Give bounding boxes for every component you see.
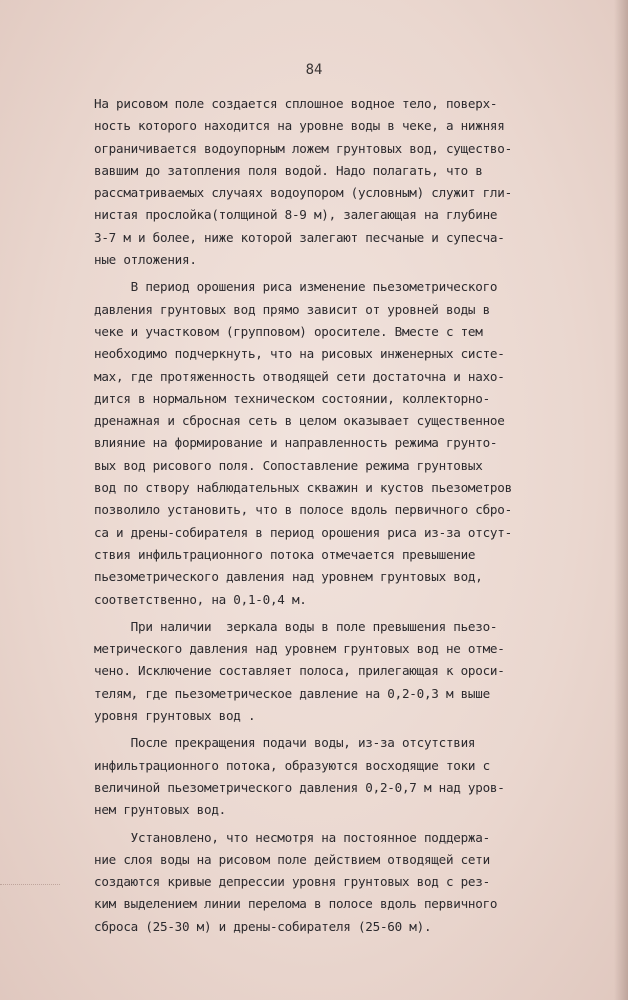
text-line: При наличии зеркала воды в поле превышения пьезо-: [94, 618, 498, 634]
text-line: После прекращения подачи воды, из-за отсутствия: [94, 735, 476, 751]
text-line: вых вод рисового поля. Сопоставление режима грунтовых: [94, 457, 483, 473]
text-line: ствия инфильтрационного потока отмечается превышение: [94, 546, 476, 562]
text-line: величиной пьезометрического давления 0,2-0,7 м над уров-: [94, 779, 505, 795]
text-line: метрического давления над уровнем грунтовых вод не отме-: [94, 641, 505, 657]
text-line: сброса (25-30 м) и дрены-собирателя (25-60 м).: [94, 918, 432, 934]
text-line: На рисовом поле создается сплошное водное тело, поверх-: [94, 96, 498, 111]
text-line: рассматриваемых случаях водоупором (условным) служит гли-: [94, 185, 512, 201]
text-line: В период орошения риса изменение пьезометрического: [94, 279, 498, 295]
text-line: давления грунтовых вод прямо зависит от уровней воды в: [94, 301, 490, 317]
text-line: необходимо подчеркнуть, что на рисовых инженерных систе-: [94, 346, 505, 362]
text-line: мах, где протяженность отводящей сети достаточна и нахо-: [94, 368, 505, 384]
paragraph: [94, 616, 574, 727]
paragraph: [94, 276, 574, 610]
text-line: ность которого находится на уровне воды в чеке, а нижняя: [94, 118, 505, 134]
text-line: соответственно, на 0,1-0,4 м.: [94, 591, 307, 607]
text-line: телям, где пьезометрическое давление на 0,2-0,3 м выше: [94, 685, 490, 701]
paragraph: [94, 93, 574, 271]
paragraph: [94, 732, 574, 821]
text-line: 3-7 м и более, ниже которой залегают песчаные и супесча-: [94, 229, 505, 245]
text-line: ким выделением линии перелома в полосе вдоль первичного: [94, 896, 498, 912]
text-line: дренажная и сбросная сеть в целом оказывает существенное: [94, 413, 505, 429]
text-line: влияние на формирование и направленность режима грунто-: [94, 435, 498, 451]
text-line: ные отложения.: [94, 252, 197, 268]
paragraph: [94, 827, 574, 938]
text-line: чеке и участковом (групповом) оросителе. Вместе с тем: [94, 323, 483, 339]
text-line: Установлено, что несмотря на постоянное поддержа-: [94, 829, 490, 845]
text-line: чено. Исключение составляет полоса, прилегающая к ороси-: [94, 663, 505, 679]
text-line: ограничивается водоупорным ложем грунтовых вод, существо-: [94, 140, 512, 156]
text-line: уровня грунтовых вод .: [94, 708, 256, 724]
text-line: са и дрены-собирателя в период орошения риса из-за отсут-: [94, 524, 512, 540]
text-line: позволило установить, что в полосе вдоль первичного сбро-: [94, 502, 512, 518]
text-line: нем грунтовых вод.: [94, 802, 226, 818]
text-line: создаются кривые депрессии уровня грунтовых вод с рез-: [94, 874, 490, 890]
text-line: нистая прослойка(толщиной 8-9 м), залегающая на глубине: [94, 207, 498, 223]
margin-mark: [0, 884, 60, 885]
text-line: дится в нормальном техническом состоянии, коллекторно-: [94, 390, 490, 406]
text-line: ние слоя воды на рисовом поле действием отводящей сети: [94, 851, 490, 867]
text-line: вавшим до затопления поля водой. Надо полагать, что в: [94, 162, 483, 178]
body-text: [94, 93, 574, 938]
text-line: пьезометрического давления над уровнем грунтовых вод,: [94, 569, 483, 585]
text-line: инфильтрационного потока, образуются восходящие токи с: [94, 757, 490, 773]
page-number: 84: [305, 62, 323, 78]
text-line: вод по створу наблюдательных скважин и кустов пьезометров: [94, 480, 512, 496]
page-edge-shadow: [614, 0, 628, 1000]
